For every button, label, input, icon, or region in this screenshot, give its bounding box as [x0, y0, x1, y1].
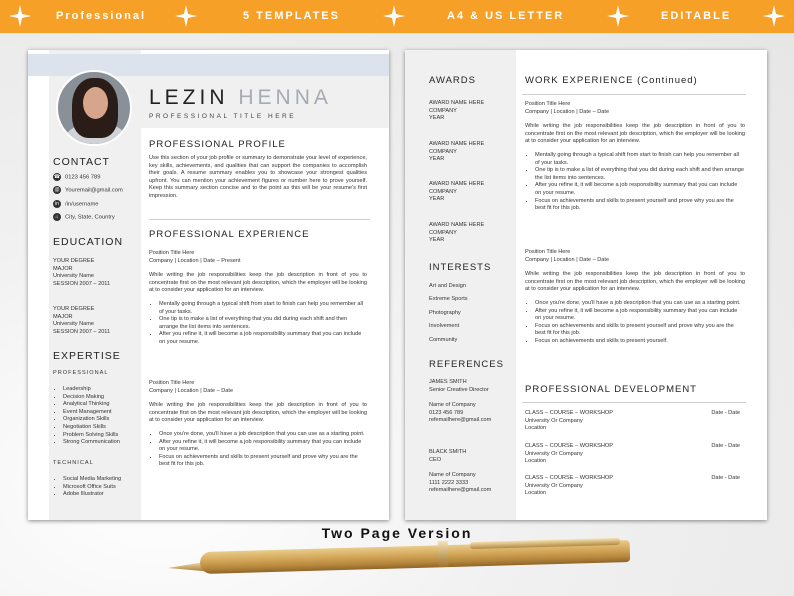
job-meta: Company | Location | Date – Date	[149, 387, 234, 394]
interest-item: Community	[429, 337, 458, 343]
experience-heading: PROFESSIONAL EXPERIENCE	[149, 229, 310, 240]
professional-title: PROFESSIONAL TITLE HERE	[149, 113, 297, 120]
development-heading: PROFESSIONAL DEVELOPMENT	[525, 384, 697, 395]
profile-photo	[56, 70, 132, 146]
interests-heading: INTERESTS	[429, 262, 492, 273]
job-description: While writing the job responsibilities keep the job description in front of you to concentrate first on the most relevant job description, which the employer will be looking at to consider your application for an interview.	[149, 272, 367, 294]
reference-entry: JAMES SMITH Senior Creative Director Name of Company 0123 456 789 refemailhere@gmail.com	[429, 379, 492, 424]
skill-item: • Negotiation Skills	[63, 424, 139, 432]
interest-item: Photography	[429, 310, 461, 316]
education-entry: YOUR DEGREE MAJOR University Name SESSION 2007 – 2011	[53, 258, 111, 287]
skill-item: • Strong Communication	[63, 439, 139, 447]
skill-item: • Leadership	[63, 386, 139, 394]
sparkle-icon	[174, 4, 198, 28]
interest-item: Extreme Sports	[429, 296, 468, 302]
phone-icon: ☎	[53, 174, 61, 180]
banner-paper-sizes: A4 & US LETTER	[447, 10, 565, 22]
banner-professional: Professional	[56, 10, 147, 22]
work-continued-heading: WORK EXPERIENCE (Continued)	[525, 75, 698, 86]
award-entry: AWARD NAME HERE COMPANY YEAR	[429, 181, 485, 203]
divider	[522, 94, 746, 95]
award-entry: AWARD NAME HERE COMPANY YEAR	[429, 141, 485, 163]
sparkle-icon	[606, 4, 630, 28]
job-bullets: • Once you're done, you'll have a job description that you can use as a starting point. • After you refine it, it will become a job responsibility summary that you can include on your resume. • Focus on achievements and skills to present yourself and prove why you are the best fit for this job. • Focus on achievements and skills to present yourself.	[525, 300, 745, 346]
award-entry: AWARD NAME HERE COMPANY YEAR	[429, 222, 485, 244]
professional-skills-list	[53, 386, 139, 447]
skill-item: • Organization Skills	[63, 416, 139, 424]
sparkle-icon	[762, 4, 786, 28]
interest-item: Art and Design	[429, 283, 467, 289]
interest-item: Involvement	[429, 323, 460, 329]
job-entry	[149, 380, 367, 469]
job-description: While writing the job responsibilities keep the job description in front of you to concentrate first on the most relevant job description, which the employer will be looking at to consider your application for an interview.	[525, 271, 745, 293]
email-icon: @	[54, 187, 60, 193]
job-bullets: • Mentally going through a typical shift from start to finish can help you remember all of your tasks. • One tip is to make a list of everything that you did during each shift and then arrange the list items into sentences. • After you refine it, it will become a job responsibility summary that you can include on your resume. • Focus on achievements and skills to present yourself and prove why you are the best fit for this job.	[525, 152, 745, 213]
home-icon: ⌂	[53, 213, 61, 221]
job-meta: Company | Location | Date – Date	[525, 256, 610, 263]
profile-heading: PROFESSIONAL PROFILE	[149, 139, 286, 150]
contact-heading: CONTACT	[53, 156, 110, 168]
pen-band	[438, 541, 449, 567]
job-position: Position Title Here	[149, 380, 195, 386]
resume-page-1	[28, 50, 389, 520]
top-banner	[0, 0, 794, 33]
banner-templates: 5 TEMPLATES	[243, 10, 340, 22]
skill-item: • Decision Making	[63, 394, 139, 402]
technical-skills-list	[53, 476, 139, 499]
development-entry: CLASS – COURSE – WORKSHOP University Or Company Location Date - Date	[525, 410, 740, 432]
resume-page-2	[405, 50, 767, 520]
skill-item: • Adobe Illustrator	[63, 491, 139, 499]
header-band	[141, 54, 389, 76]
development-entry: CLASS – COURSE – WORKSHOP University Or Company Location Date - Date	[525, 443, 740, 465]
contact-email: @ Youremail@gmail.com	[54, 187, 123, 194]
contact-linkedin: in /in/username	[53, 200, 99, 208]
sparkle-icon	[8, 4, 32, 28]
references-heading: REFERENCES	[429, 359, 504, 370]
contact-location: ⌂ City, State, Country	[53, 213, 115, 221]
banner-editable: EDITABLE	[661, 10, 732, 22]
skill-item: • Social Media Marketing	[63, 476, 139, 484]
skill-item: • Analytical Thinking	[63, 401, 139, 409]
linkedin-icon: in	[53, 200, 61, 208]
job-bullets: • Once you're done, you'll have a job description that you can use as a starting point. • After you refine it, it will become a job responsibility summary that you can include on your resume. • Focus on achievements and skills to present yourself and prove why you are the best fit for this job.	[149, 431, 367, 469]
award-entry: AWARD NAME HERE COMPANY YEAR	[429, 100, 485, 122]
candidate-name: LEZIN HENNA	[149, 86, 332, 109]
skill-item: • Microsoft Office Suits	[63, 484, 139, 492]
professional-label: PROFESSIONAL	[53, 370, 109, 376]
job-meta: Company | Location | Date – Present	[149, 257, 241, 264]
job-entry	[149, 250, 367, 347]
job-entry	[525, 101, 745, 213]
education-heading: EDUCATION	[53, 236, 124, 248]
skill-item: • Problem Solving Skills	[63, 432, 139, 440]
contact-phone: ☎ 0123 456 789	[53, 174, 101, 181]
sparkle-icon	[382, 4, 406, 28]
reference-entry: BLACK SMITH CEO Name of Company 1111 2222 3333 refemailhere@gmail.com	[429, 449, 492, 494]
job-description: While writing the job responsibilities keep the job description in front of you to concentrate first on the most relevant job description, which the employer will be looking at to consider your application for an interview.	[149, 402, 367, 424]
caption: Two Page Version	[321, 525, 473, 541]
expertise-heading: EXPERTISE	[53, 350, 121, 362]
job-description: While writing the job responsibilities keep the job description in front of you to concentrate first on the most relevant job description, which the employer will be looking at to consider your application for an interview.	[525, 123, 745, 145]
skill-item: • Event Management	[63, 409, 139, 417]
divider	[149, 219, 370, 220]
job-position: Position Title Here	[149, 250, 195, 256]
job-bullets: • Mentally going through a typical shift from start to finish can help you remember all of your tasks. • One tip is to make a list of everything that you did during each shift and then arrange the list items into sentences. • After you refine it, it will become a job responsibility summary that you can include on your resume.	[149, 301, 367, 347]
education-entry: YOUR DEGREE MAJOR University Name SESSION 2007 – 2011	[53, 306, 111, 335]
divider	[522, 402, 746, 403]
job-entry	[525, 249, 745, 346]
job-meta: Company | Location | Date – Date	[525, 108, 610, 115]
profile-summary: Use this section of your job profile or summary to demonstrate your level of experience, key skills, achievements, and qualities that can support the companies to accomplish their goals. A resume summary enables you to showcase your strongest qualities upfront. You can mention your achievement figures or number here to prove yourself. Keep this summary section concise and to the point as this will be your resume's first impression.	[149, 155, 367, 199]
development-entry: CLASS – COURSE – WORKSHOP University Or Company Location Date - Date	[525, 475, 740, 497]
awards-heading: AWARDS	[429, 75, 476, 86]
technical-label: TECHNICAL	[53, 460, 94, 466]
job-position: Position Title Here	[525, 101, 571, 107]
job-position: Position Title Here	[525, 249, 571, 255]
